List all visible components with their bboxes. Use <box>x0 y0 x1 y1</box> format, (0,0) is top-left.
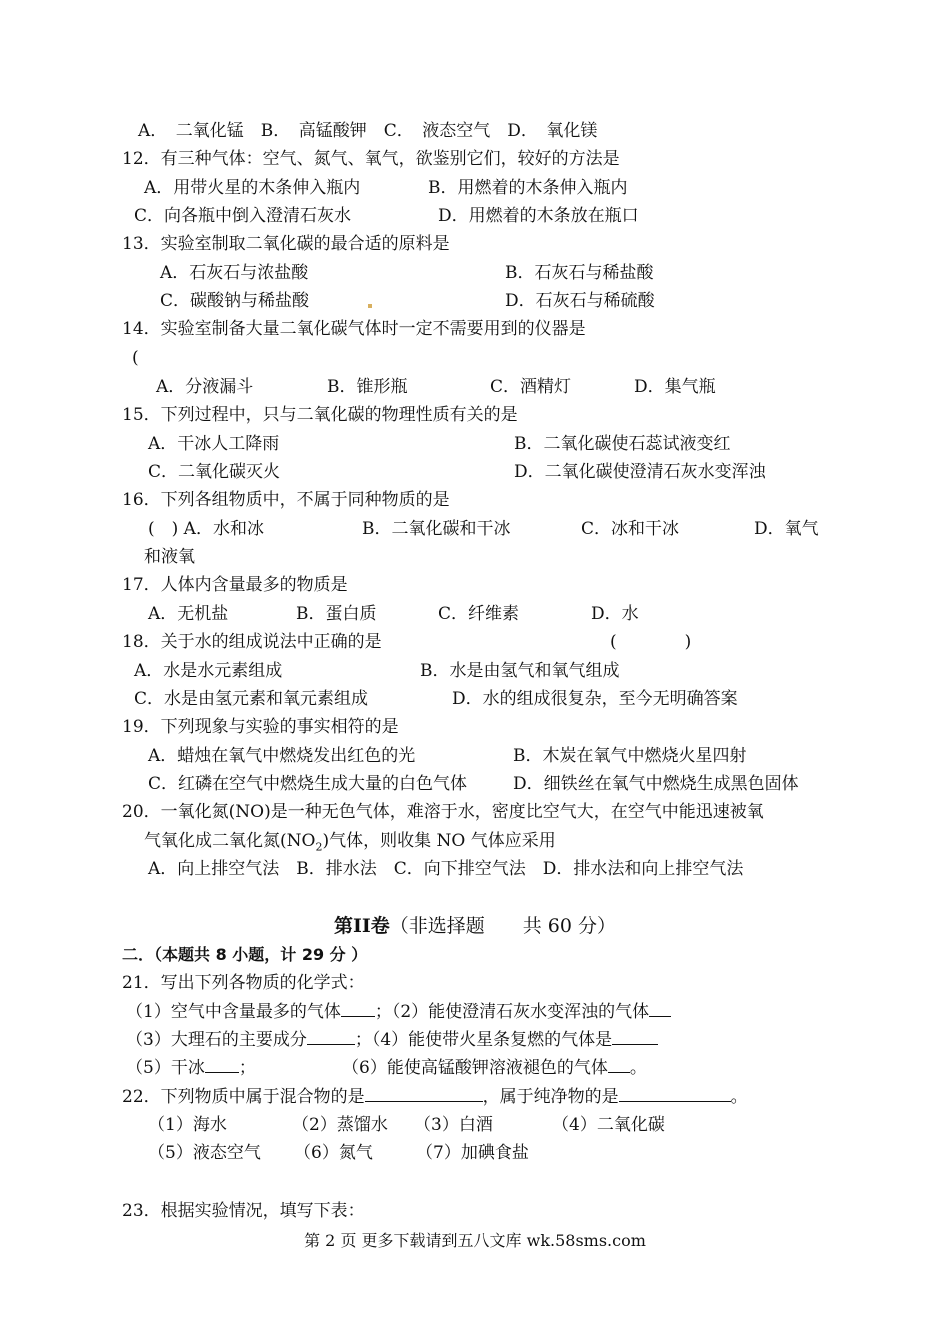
q22-item6: （6）氮气 <box>294 1143 373 1163</box>
q16-continuation: 和液氧 <box>144 547 195 567</box>
q20-options: A．向上排空气法 B．排水法 C．向下排空气法 D．排水法和向上排空气法 <box>148 859 744 879</box>
section-heading: 二．（本题共 8 小题，计 29 分 ） <box>122 945 368 964</box>
q21-stem: 21．写出下列各物质的化学式： <box>122 973 365 993</box>
q22-item7: （7）加碘食盐 <box>416 1143 529 1163</box>
q15-option-b: B．二氧化碳使石蕊试液变红 <box>514 434 731 454</box>
q20-stem: 20．一氧化氮(NO)是一种无色气体，难溶于水，密度比空气大，在空气中能迅速被氧 <box>122 802 764 822</box>
q21-line3 <box>126 1056 256 1079</box>
q21-item5: （5）干冰 <box>126 1058 205 1078</box>
q14-paren: ( <box>132 348 139 368</box>
q12-option-a: A．用带火星的木条伸入瓶内 <box>144 178 361 198</box>
q21-item3: （3）大理石的主要成分 <box>126 1030 307 1050</box>
q16-option-a: ( ) A．水和冰 <box>148 519 264 539</box>
q19-option-c: C．红磷在空气中燃烧生成大量的白色气体 <box>148 774 468 794</box>
q17-option-b: B．蛋白质 <box>296 604 377 624</box>
part2-title <box>0 914 950 938</box>
q22-blank-mixture[interactable] <box>365 1085 483 1102</box>
q22-item2: （2）蒸馏水 <box>292 1115 388 1135</box>
q21-blank1[interactable] <box>341 1000 375 1017</box>
q21-line3-b <box>342 1056 647 1079</box>
part2-title-rest: （非选择题 共 60 分） <box>389 915 617 937</box>
q15-option-a: A．干冰人工降雨 <box>148 434 280 454</box>
q20-cont-pre: 气氧化成二氧化氮(NO <box>144 831 316 851</box>
q22-stem-c: 。 <box>730 1087 748 1107</box>
q22-item4: （4）二氧化碳 <box>552 1115 665 1135</box>
q14-option-c: C．酒精灯 <box>490 377 572 397</box>
q19-option-b: B．木炭在氧气中燃烧火星四射 <box>513 746 747 766</box>
q21-item6-end: 。 <box>629 1058 647 1078</box>
q18-option-a: A．水是水元素组成 <box>134 661 283 681</box>
q22-stem-a: 22．下列物质中属于混合物的是 <box>122 1087 365 1107</box>
q22-item5: （5）液态空气 <box>148 1143 261 1163</box>
q15-option-d: D．二氧化碳使澄清石灰水变浑浊 <box>514 462 766 482</box>
q21-line2 <box>126 1028 658 1051</box>
q16-option-b: B．二氧化碳和干冰 <box>362 519 511 539</box>
q16-option-d: D．氧气 <box>754 519 819 539</box>
q21-item4: ；（4）能使带火星条复燃的气体是 <box>354 1030 613 1050</box>
q21-item1: （1）空气中含量最多的气体 <box>126 1002 341 1022</box>
q21-blank5[interactable] <box>205 1056 239 1073</box>
q21-item2: ；（2）能使澄清石灰水变浑浊的气体 <box>374 1002 650 1022</box>
q13-option-c: C．碳酸钠与稀盐酸 <box>160 291 310 311</box>
q21-blank4[interactable] <box>612 1028 658 1045</box>
q20-cont-post: )气体，则收集 NO 气体应采用 <box>322 831 556 851</box>
q18-option-d: D．水的组成很复杂，至今无明确答案 <box>452 689 738 709</box>
q22-blank-pure[interactable] <box>619 1085 731 1102</box>
part2-title-bold: 第II卷 <box>333 915 390 937</box>
q19-option-a: A．蜡烛在氧气中燃烧发出红色的光 <box>148 746 416 766</box>
page-footer: 第 2 页 更多下载请到五八文库 wk.58sms.com <box>304 1231 646 1250</box>
q21-blank3[interactable] <box>307 1028 355 1045</box>
q14-option-a: A．分液漏斗 <box>156 377 254 397</box>
q17-option-c: C．纤维素 <box>438 604 520 624</box>
q18-stem: 18．关于水的组成说法中正确的是 <box>122 632 382 652</box>
q19-stem: 19．下列现象与实验的事实相符的是 <box>122 717 399 737</box>
q17-option-a: A．无机盐 <box>148 604 229 624</box>
q19-option-d: D．细铁丝在氧气中燃烧生成黑色固体 <box>513 774 799 794</box>
q13-stem: 13．实验室制取二氧化碳的最合适的原料是 <box>122 234 450 254</box>
q18-option-b: B．水是由氢气和氧气组成 <box>420 661 620 681</box>
q14-option-b: B．锥形瓶 <box>327 377 408 397</box>
q13-option-d: D．石灰石与稀硫酸 <box>505 291 655 311</box>
q12-option-b: B．用燃着的木条伸入瓶内 <box>428 178 628 198</box>
q21-blank6[interactable] <box>608 1056 630 1073</box>
q12-option-c: C．向各瓶中倒入澄清石灰水 <box>134 206 352 226</box>
q13-option-a: A．石灰石与浓盐酸 <box>160 263 309 283</box>
q21-line1 <box>126 1000 671 1023</box>
q22-item1: （1）海水 <box>148 1115 227 1135</box>
q12-stem: 12．有三种气体：空气、氮气、氧气，欲鉴别它们，较好的方法是 <box>122 149 620 169</box>
q13-option-b: B．石灰石与稀盐酸 <box>505 263 654 283</box>
q14-stem: 14．实验室制备大量二氧化碳气体时一定不需要用到的仪器是 <box>122 319 586 339</box>
q22-stem <box>122 1085 748 1108</box>
q12-option-d: D．用燃着的木条放在瓶口 <box>438 206 639 226</box>
q11-options: A． 二氧化锰 B． 高锰酸钾 C． 液态空气 D． 氧化镁 <box>138 121 598 141</box>
stray-dot <box>368 304 372 308</box>
q17-stem: 17．人体内含量最多的物质是 <box>122 575 348 595</box>
q20-continuation <box>144 830 556 858</box>
q15-option-c: C．二氧化碳灭火 <box>148 462 281 482</box>
q18-answer-paren: ( ) <box>610 632 692 652</box>
q15-stem: 15．下列过程中，只与二氧化碳的物理性质有关的是 <box>122 405 518 425</box>
q14-option-d: D．集气瓶 <box>634 377 716 397</box>
q16-stem: 16．下列各组物质中，不属于同种物质的是 <box>122 490 450 510</box>
q20-subscript: 2 <box>315 840 323 854</box>
q18-option-c: C．水是由氢元素和氧元素组成 <box>134 689 369 709</box>
q17-option-d: D．水 <box>591 604 639 624</box>
q22-stem-b: ，属于纯净物的是 <box>482 1087 619 1107</box>
q21-item5-end: ； <box>238 1058 256 1078</box>
q22-item3: （3）白酒 <box>414 1115 493 1135</box>
q21-item6: （6）能使高锰酸钾溶液褪色的气体 <box>342 1058 608 1078</box>
q16-option-c: C．冰和干冰 <box>581 519 680 539</box>
q23-stem: 23．根据实验情况，填写下表： <box>122 1201 365 1221</box>
q21-blank2[interactable] <box>649 1000 671 1017</box>
